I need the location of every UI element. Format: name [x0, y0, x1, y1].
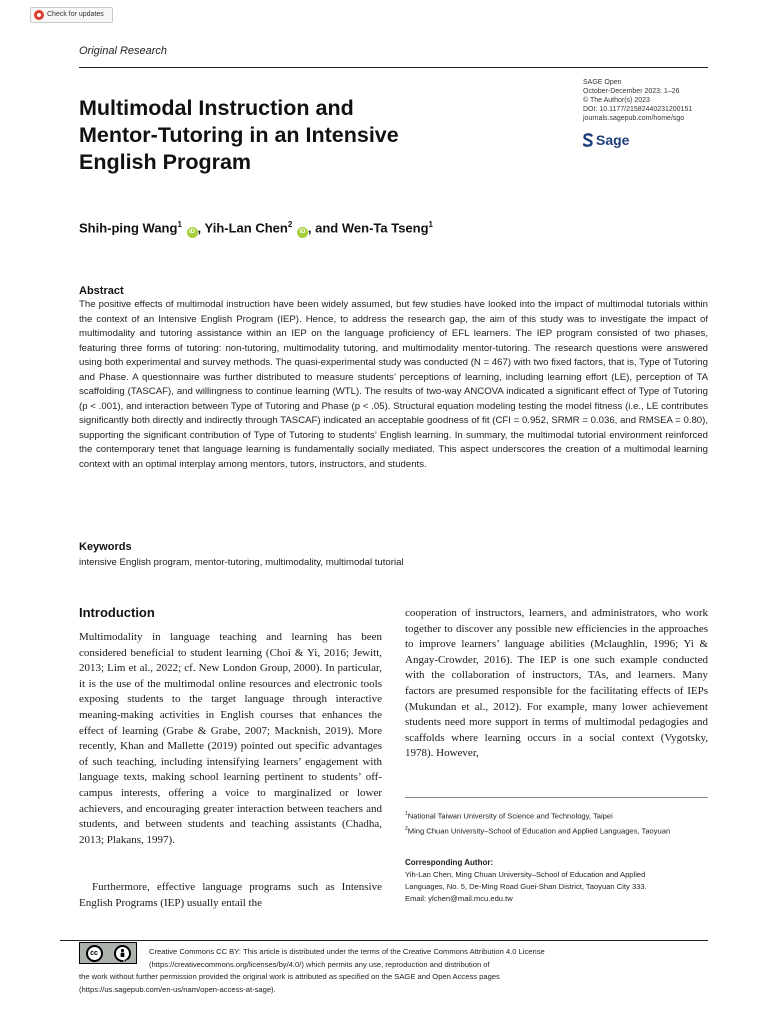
abstract-heading: Abstract: [79, 285, 124, 297]
author-separator: , and: [307, 220, 342, 236]
refresh-badge-icon: [34, 10, 44, 20]
author-separator: ,: [197, 220, 205, 236]
article-title: [79, 95, 549, 176]
section-label: Original Research: [79, 45, 168, 57]
affiliations: [405, 808, 708, 837]
license-line-2[interactable]: (https://creativecommons.org/licenses/by/4.0/) which permits any use, reproduction and distribution of: [149, 959, 490, 969]
journal-name: SAGE Open: [583, 79, 622, 86]
author-name-1[interactable]: Shih-ping Wang: [79, 220, 178, 236]
keywords-heading: Keywords: [79, 541, 132, 553]
author-affiliation-1: 1: [177, 220, 182, 229]
license-line-3: the work without further permission provided the original work is attributed as specified on the SAGE and Open Access pages: [79, 972, 500, 982]
corresponding-author: [405, 857, 708, 905]
abstract-body: The positive effects of multimodal instruction have been widely assumed, but few studies have looked into the impact of multimodal tutorials within the context of an Intensive English Program (IEP). Hence, to address the research gap, the aim of this study was to investigate the impact of multimodality and tutoring assistance within an IEP on the language proficiency of EFL learners. The IEP program consisted of two phases, featuring three forms of tutoring: non-tutoring, multimodality tutoring, and multimodality mentor-tutoring. The research questions were answered using both experimental and survey methods. The quasi-experimental study was conducted (N = 467) with two fixed factors, that is, Type of Tutoring and Phase. A questionnaire was further distributed to measure students’ perceptions of learning, including learning effort (LE), perception of TA scaffolding (TASCAF), and willingness to continue learning (WTL). The results of two-way ANCOVA indicated a significant effect of Type of Tutoring (p < .001), and interaction between Type of Tutoring and Phase (p < .05). Structural equation modeling testing the model fitness (i.e., LE contributes significantly both directly and indirectly through TASCAF) indicated an acceptable goodness of fit (CFI = 0.952, SRMR = 0.036, and RMSEA = 0.80), supporting the significant contribution of Type of Tutoring to students’ English learning. In summary, the multimodal tutorial environment reinforced the contemporary tenet that language learning is fundamentally socially mediated. This aspect underscores the creation of a multimodal learning context with an optimal interplay among mentors, tutors, instructors, and students.: [79, 299, 708, 470]
check-for-updates-label: Check for updates: [47, 11, 104, 18]
license-line-1: Creative Commons CC BY: This article is distributed under the terms of the Creative Commons Attribution 4.0 License: [149, 947, 545, 956]
cc-icon: cc: [86, 945, 103, 962]
orcid-icon[interactable]: iD: [187, 227, 198, 238]
header-divider: [79, 67, 708, 68]
title-line-3: English Program: [79, 150, 252, 174]
check-for-updates-button[interactable]: [30, 7, 113, 23]
journal-issue: October-December 2023: 1–26: [583, 88, 680, 95]
license-divider: [60, 940, 708, 941]
corresponding-author-line-1: Yih-Lan Chen, Ming Chuan University–School of Education and Applied: [405, 870, 646, 879]
license-statement: [79, 946, 708, 996]
introduction-heading: Introduction: [79, 605, 155, 620]
introduction-paragraph-1: Multimodality in language teaching and learning has been considered beneficial to student learning (Choi & Yi, 2016; Jewitt, 2013; Lim et al., 2022; cf. New London Group, 2000). In particular, it is the use of the multimodal online resources and electronic tools exposing students to the target language through interactive meaning-making activities in English courses that enhances the effect of learning (Grabe & Grabe, 2007; Macknish, 2019). More recently, Khan and Mallette (2019) pointed out specific advantages of such teaching, including intensifying learners’ engagement with language texts, making school learning pertinent to students’ off-campus interests, offering a voice to marginalized or lower achievers, and encouraging greater interaction between teachers and students, and between students and teaching assistants (Chadha, 2013; Plakans, 1997).: [79, 631, 382, 846]
doi-link[interactable]: DOI: 10.1177/21582440231200151: [583, 106, 693, 113]
keywords-list: intensive English program, mentor-tutoring, multimodality, multimodal tutorial: [79, 557, 404, 568]
sage-logo: [583, 131, 629, 149]
copyright-notice: © The Author(s) 2023: [583, 97, 650, 104]
corresponding-author-email[interactable]: Email: ylchen@mail.mcu.edu.tw: [405, 894, 513, 903]
sage-logo-icon: [583, 133, 593, 147]
author-affiliation-3: 1: [428, 220, 433, 229]
introduction-paragraph-2: Furthermore, effective language programs such as Intensive English Programs (IEP) usually entail the: [79, 881, 382, 909]
corresponding-author-heading: Corresponding Author:: [405, 858, 494, 867]
affiliation-2: $^2$Ming Chuan University–School of Education and Applied Languages, Taoyuan: [405, 825, 671, 836]
author-name-2[interactable]: Yih-Lan Chen: [204, 220, 288, 236]
introduction-paragraph-continued: cooperation of instructors, learners, and administrators, who work together to discover any possible new efficiencies in the approaches to improve learners’ language abilities (Mclaughlin, 1996; Yi & Angay-Crowder, 2016). The IEP is one such example conducted with the collaboration of instructors, TAs, and learners. Many factors are presumed responsible for the facilitating effects of IEPs (Mukundan et al., 2012). For example, many lower achievement students need more support in terms of multimodal pedagogies and scaffolds where learning occurs in a social context (Vygotsky, 1978). However,: [405, 607, 708, 760]
sage-logo-text: Sage: [596, 132, 630, 148]
affiliation-1: $^1$National Taiwan University of Science and Technology, Taipei: [405, 811, 613, 821]
author-name-3[interactable]: Wen-Ta Tseng: [341, 220, 429, 236]
license-line-4[interactable]: (https://us.sagepub.com/en-us/nam/open-access-at-sage).: [79, 984, 276, 994]
title-line-1: Multimodal Instruction and: [79, 96, 354, 120]
footnote-divider: [405, 797, 708, 798]
author-list: [79, 220, 433, 238]
journal-url-link[interactable]: journals.sagepub.com/home/sgo: [583, 115, 685, 122]
by-label: BY: [122, 958, 128, 963]
title-line-2: Mentor-Tutoring in an Intensive: [79, 123, 399, 147]
publication-metadata: [583, 78, 713, 123]
orcid-icon[interactable]: iD: [297, 227, 308, 238]
author-affiliation-2: 2: [287, 220, 293, 229]
corresponding-author-line-2: Languages, No. 5, De-Ming Road Guei-Shan District, Taoyuan City 333.: [405, 882, 647, 891]
